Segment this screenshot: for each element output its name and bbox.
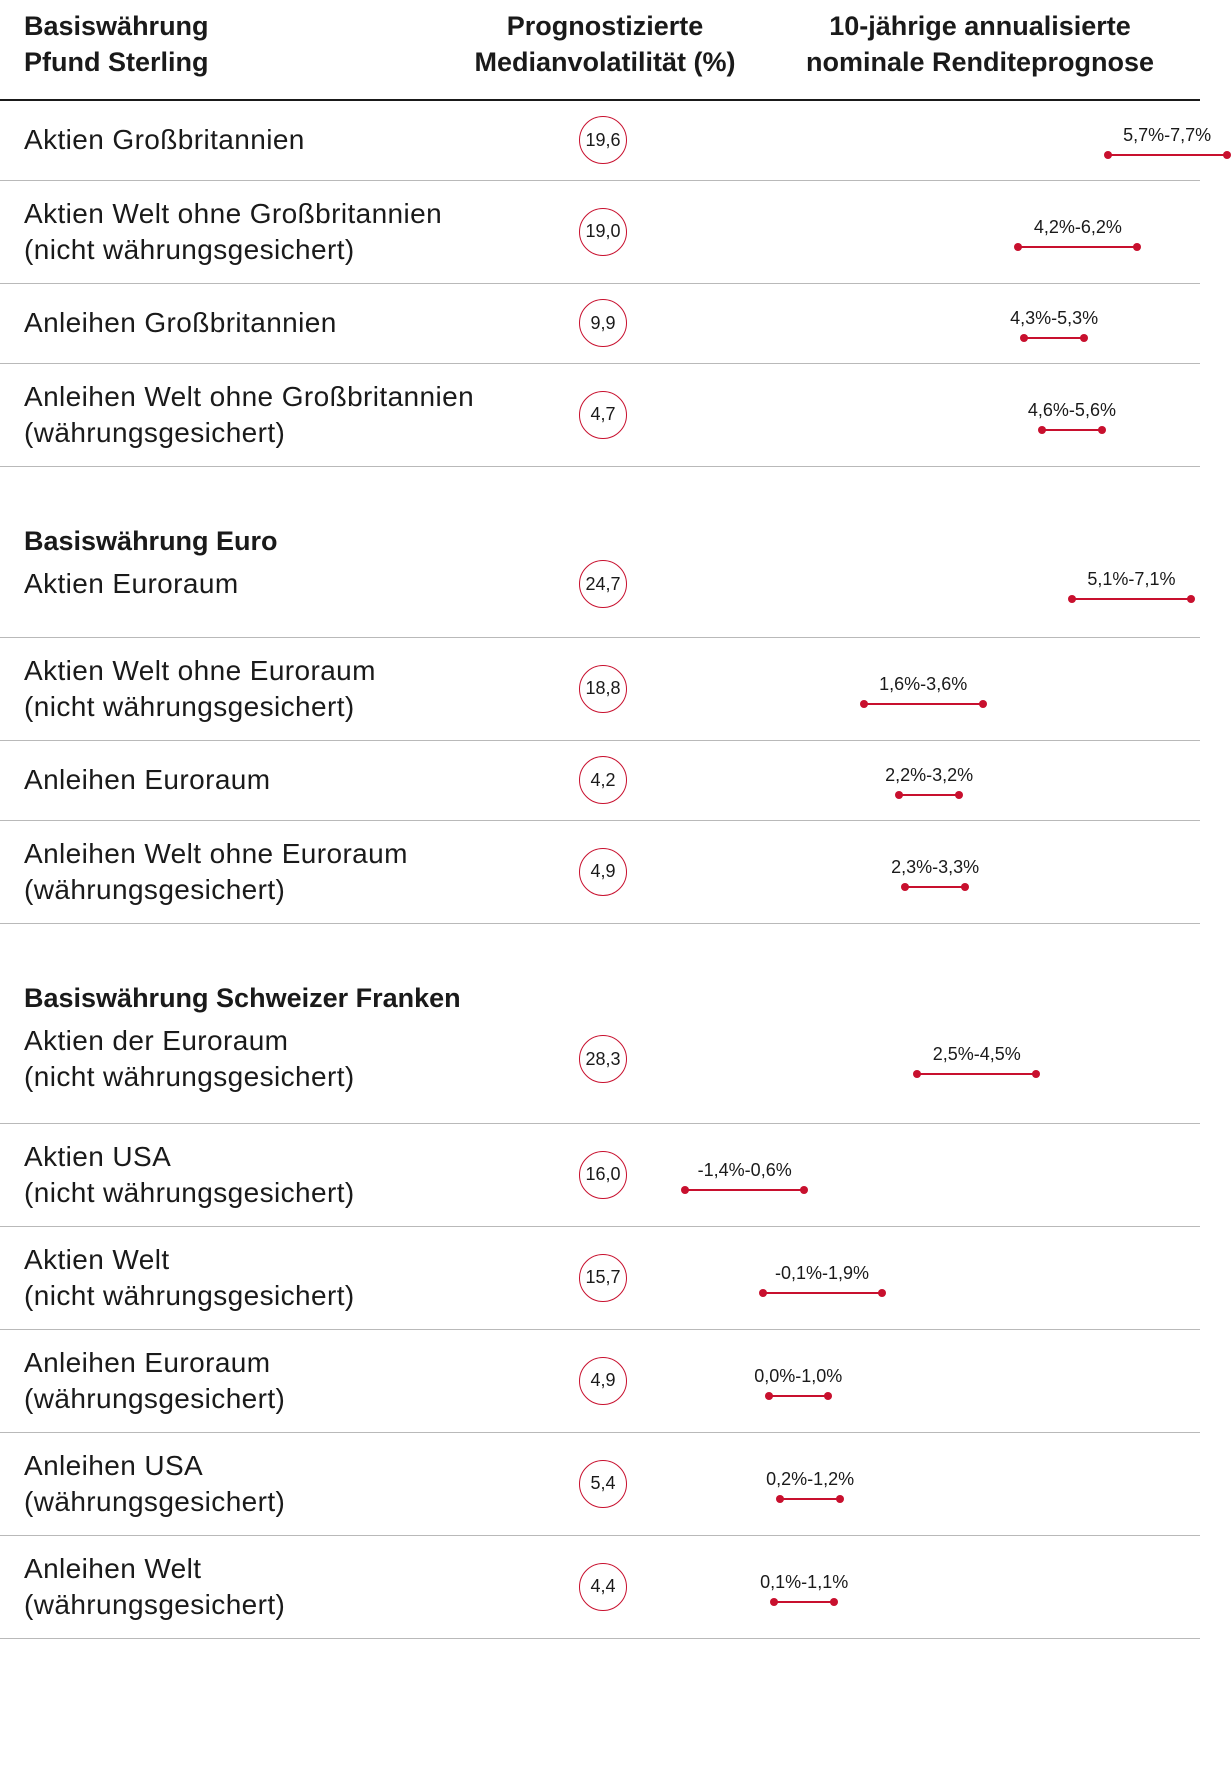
- asset-class-label-line: (nicht währungsgesichert): [24, 233, 355, 265]
- asset-class-label: [24, 1242, 355, 1314]
- volatility-bubble: 4,2: [579, 756, 627, 804]
- table-row: [0, 1330, 1200, 1433]
- asset-class-label: [24, 566, 239, 602]
- asset-class-label: [24, 1345, 285, 1417]
- range-low-marker: [860, 700, 868, 708]
- asset-class-label: [24, 305, 337, 341]
- asset-class-label-line: Anleihen Euroraum: [24, 1346, 271, 1378]
- volatility-bubble: 4,9: [579, 1357, 627, 1405]
- volatility-bubble: 28,3: [579, 1035, 627, 1083]
- table-row: [0, 981, 1200, 1124]
- asset-class-label: [24, 196, 442, 268]
- header-left-line-2: Pfund Sterling: [24, 47, 209, 77]
- range-low-marker: [901, 883, 909, 891]
- asset-class-label-line: (nicht währungsgesichert): [24, 1061, 355, 1092]
- volatility-bubble: 9,9: [579, 299, 627, 347]
- header-mid-line-2: Medianvolatilität (%): [474, 47, 736, 77]
- return-range-label: 4,6%-5,6%: [1027, 399, 1116, 420]
- volatility-bubble: 4,4: [579, 1563, 627, 1611]
- volatility-bubble: 19,0: [579, 208, 627, 256]
- table-row: [0, 284, 1200, 364]
- range-high-marker: [1032, 1070, 1040, 1078]
- range-low-marker: [776, 1495, 784, 1503]
- range-high-marker: [1080, 334, 1088, 342]
- range-low-marker: [1038, 426, 1046, 434]
- volatility-bubble: 24,7: [579, 560, 627, 608]
- asset-class-label-line: Anleihen Welt: [24, 1552, 202, 1584]
- return-range-line: [1072, 598, 1191, 600]
- range-high-marker: [1223, 151, 1231, 159]
- return-range-line: [899, 794, 959, 796]
- return-range-line: [905, 886, 965, 888]
- volatility-bubble: 4,9: [579, 848, 627, 896]
- volatility-bubble: 16,0: [579, 1151, 627, 1199]
- header-left-line-1: Basiswährung: [24, 11, 209, 41]
- table-row: [0, 638, 1200, 741]
- return-range-line: [769, 1395, 829, 1397]
- return-range-label: 4,3%-5,3%: [1010, 308, 1099, 328]
- return-range-line: [774, 1601, 834, 1603]
- section-title: Basiswährung Schweizer Franken: [24, 983, 461, 1013]
- range-low-marker: [1104, 151, 1112, 159]
- asset-class-label-line: Aktien Welt ohne Euroraum: [24, 654, 376, 686]
- asset-class-label-line: (währungsgesichert): [24, 1485, 286, 1517]
- range-high-marker: [836, 1495, 844, 1503]
- range-low-marker: [681, 1186, 689, 1194]
- range-low-marker: [759, 1289, 767, 1297]
- asset-class-label-line: Anleihen Euroraum: [24, 764, 271, 795]
- asset-class-label-line: (währungsgesichert): [24, 1588, 286, 1620]
- range-low-marker: [913, 1070, 921, 1078]
- asset-class-label-line: Anleihen Großbritannien: [24, 307, 337, 338]
- asset-class-label: [24, 653, 376, 725]
- table-row: [0, 181, 1200, 284]
- table-row: [0, 101, 1212, 181]
- return-range-line: [1018, 246, 1137, 248]
- asset-class-label-line: Aktien Euroraum: [24, 568, 239, 599]
- range-low-marker: [1020, 334, 1028, 342]
- range-low-marker: [1068, 595, 1076, 603]
- asset-class-label-line: Anleihen Welt ohne Großbritannien: [24, 380, 475, 412]
- volatility-bubble: 4,7: [579, 391, 627, 439]
- asset-class-label: [24, 122, 305, 158]
- asset-class-label-line: Anleihen Welt ohne Euroraum: [24, 837, 408, 869]
- asset-class-label: [24, 836, 408, 908]
- range-high-marker: [824, 1392, 832, 1400]
- asset-class-label-line: Anleihen USA: [24, 1449, 204, 1481]
- return-range-label: 0,2%-1,2%: [766, 1468, 855, 1489]
- range-low-marker: [1014, 243, 1022, 251]
- asset-class-label-line: (nicht währungsgesichert): [24, 1279, 355, 1311]
- table-row: [0, 821, 1200, 924]
- asset-class-label: [24, 1139, 355, 1211]
- asset-class-label-line: (nicht währungsgesichert): [24, 690, 355, 722]
- table-row: [0, 741, 1200, 821]
- return-range-line: [763, 1292, 882, 1294]
- return-range-line: [1024, 337, 1084, 339]
- volatility-bubble: 5,4: [579, 1460, 627, 1508]
- asset-class-label-line: (währungsgesichert): [24, 416, 286, 448]
- range-low-marker: [770, 1598, 778, 1606]
- header-right-line-1: 10-jährige annualisierte: [829, 11, 1131, 41]
- return-range-label: 2,5%-4,5%: [932, 1044, 1021, 1064]
- asset-class-label-line: Aktien Großbritannien: [24, 124, 305, 155]
- range-low-marker: [895, 791, 903, 799]
- range-high-marker: [800, 1186, 808, 1194]
- range-low-marker: [765, 1392, 773, 1400]
- return-range-label: 0,1%-1,1%: [760, 1571, 849, 1592]
- return-range-label: 5,1%-7,1%: [1087, 569, 1176, 589]
- table-row: [0, 1227, 1200, 1330]
- asset-class-label: [24, 379, 474, 451]
- asset-class-label-line: Aktien der Euroraum: [24, 1025, 289, 1056]
- range-high-marker: [878, 1289, 886, 1297]
- table-row: [0, 1124, 1200, 1227]
- return-range-line: [1042, 429, 1102, 431]
- asset-class-label: [24, 1448, 285, 1520]
- return-range-label: -0,1%-1,9%: [775, 1262, 870, 1283]
- return-range-line: [1108, 154, 1227, 156]
- table-row: [0, 524, 1200, 638]
- header-right-line-2: nominale Renditeprognose: [805, 47, 1155, 77]
- range-high-marker: [830, 1598, 838, 1606]
- volatility-bubble: 15,7: [579, 1254, 627, 1302]
- return-range-label: -1,4%-0,6%: [697, 1159, 792, 1180]
- asset-class-label: [24, 1023, 355, 1095]
- asset-class-label-line: (währungsgesichert): [24, 873, 286, 905]
- section-title: Basiswährung Euro: [24, 526, 278, 556]
- return-range-label: 2,3%-3,3%: [891, 856, 980, 877]
- asset-class-label-line: Aktien Welt ohne Großbritannien: [24, 197, 443, 229]
- table-row: [0, 364, 1200, 467]
- return-range-label: 2,2%-3,2%: [885, 765, 974, 785]
- return-range-label: 1,6%-3,6%: [879, 673, 968, 694]
- range-high-marker: [1187, 595, 1195, 603]
- return-range-line: [780, 1498, 840, 1500]
- header-mid-line-1: Prognostizierte: [506, 11, 704, 41]
- asset-class-label: [24, 762, 271, 798]
- return-range-label: 4,2%-6,2%: [1033, 216, 1122, 237]
- asset-class-label-line: (währungsgesichert): [24, 1382, 286, 1414]
- asset-class-label-line: (nicht währungsgesichert): [24, 1176, 355, 1208]
- asset-class-label-line: Aktien USA: [24, 1140, 172, 1172]
- return-range-line: [685, 1189, 804, 1191]
- range-high-marker: [1098, 426, 1106, 434]
- asset-class-label: [24, 1551, 285, 1623]
- range-high-marker: [979, 700, 987, 708]
- return-range-line: [864, 703, 983, 705]
- range-high-marker: [955, 791, 963, 799]
- return-range-label: 0,0%-1,0%: [754, 1365, 843, 1386]
- range-high-marker: [961, 883, 969, 891]
- return-range-line: [917, 1073, 1036, 1075]
- return-range-label: 5,7%-7,7%: [1123, 125, 1212, 145]
- table-row: [0, 1536, 1200, 1639]
- asset-class-label-line: Aktien Welt: [24, 1243, 170, 1275]
- table-row: [0, 1433, 1200, 1536]
- volatility-bubble: 19,6: [579, 116, 627, 164]
- volatility-bubble: 18,8: [579, 665, 627, 713]
- range-high-marker: [1133, 243, 1141, 251]
